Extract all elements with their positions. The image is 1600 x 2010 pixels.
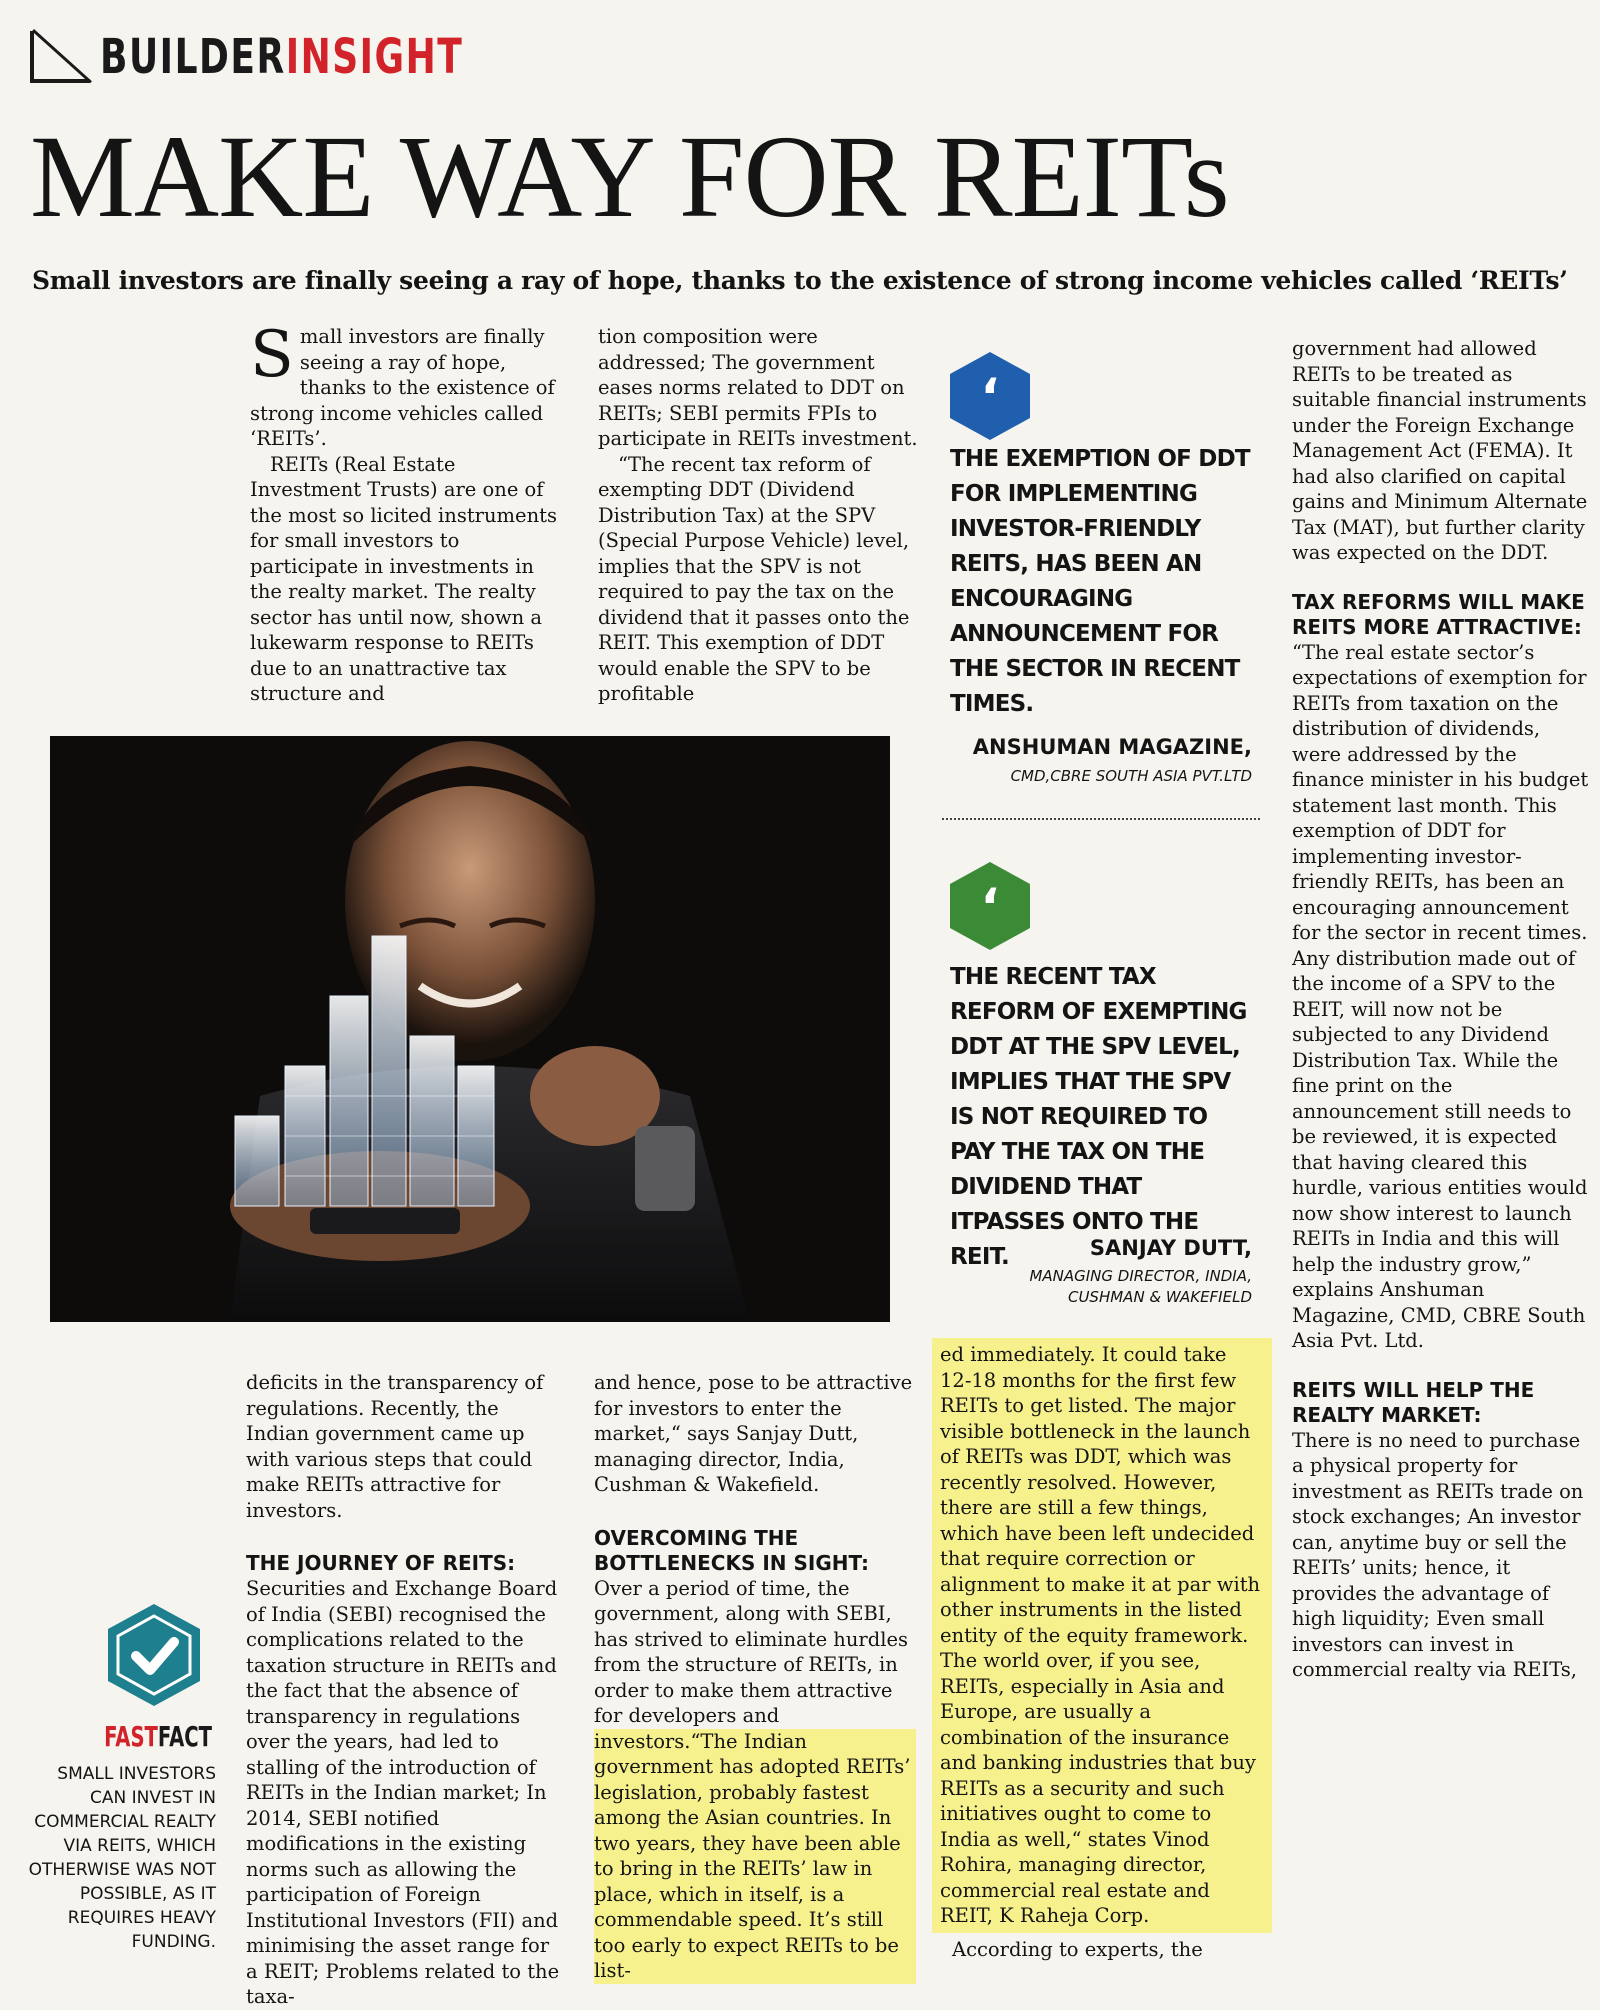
section-header <box>30 22 584 92</box>
body-paragraph: “The recent tax reform of exempting DDT (Dividend Distribution Tax) at the SPV (Special Purpose Vehicle) level, implies that the SPV is not required to pay the tax on the dividend that it passes onto the REIT. This exemption of DDT would enable the SPV to be profitable <box>598 452 910 705</box>
body-paragraph: tion composition were addressed; The government eases norms related to DDT on REITs; SEBI permits FPIs to participate in REITs investment. <box>598 325 918 450</box>
section-brand <box>100 29 464 85</box>
fastfact-label-fast: FAST <box>104 1720 158 1753</box>
body-paragraph: Over a period of time, the government, along with SEBI, has strived to eliminate hurdles from the structure of REITs, in order to make them attractive for developers and <box>594 1576 909 1727</box>
body-paragraph: deficits in the transparency of regulations. Recently, the Indian government came up with various steps that could make REITs attractive for investors. <box>246 1371 544 1522</box>
subhead-tax-reforms: TAX REFORMS WILL MAKE REITS MORE ATTRACTIVE: <box>1292 589 1585 639</box>
quote-hexagon-icon <box>950 352 1030 440</box>
body-paragraph: government had allowed REITs to be treated as suitable financial instruments under the Foreign Exchange Management Act (FEMA). It had also clarified on capital gains and Minimum Alternate Tax (MAT), but further clarity was expected on the DDT. <box>1292 337 1588 564</box>
quote-hexagon-icon <box>950 862 1030 950</box>
quote2-author: SANJAY DUTT, <box>1089 1236 1252 1260</box>
highlighted-paragraph: investors.“The Indian government has adopted REITs’ legislation, probably fastest among the Asian countries. In two years, they have been able to bring in the REITs’ law in place, which in itself, is a commendable speed. It’s still too early to expect REITs to be list- <box>594 1729 916 1984</box>
body-paragraph: According to experts, the <box>952 1937 1203 1961</box>
body-paragraph: “The real estate sector’s expectations of exemption for REITs from taxation on the distribution of dividends, were addressed by the finance minister in his budget statement last month. This exemption of DDT for implementing investor-friendly REITs, has been an encouraging announcement for the sector in recent times. Any distribution made out of the income of a SPV to the REIT, will now not be subjected to any Dividend Distribution Tax. While the fine print on the announcement still needs to be reviewed, it is expected that having cleared this hurdle, various entities would now show interest to launch REITs in India and this will help the industry grow,” explains Anshuman Magazine, CMD, CBRE South Asia Pvt. Ltd. <box>1292 640 1589 1352</box>
fastfact-label <box>92 1720 212 1753</box>
feature-photo <box>50 736 890 1322</box>
lead-paragraph: Small investors are finally seeing a ray of hope, thanks to the existence of strong income vehicles called ‘REITs’. <box>250 318 555 450</box>
quote2-role-line2: CUSHMAN & WAKEFIELD <box>1067 1288 1252 1306</box>
body-paragraph: There is no need to purchase a physical property for investment as REITs trade on stock exchanges; An investor can, anytime buy or sell the REITs’ units; hence, it provides the advantage of high liquidity; Even small investors can invest in commercial realty via REITs, <box>1292 1428 1584 1681</box>
col3-bottom <box>932 1338 1272 1962</box>
fastfact-text: SMALL INVESTORS CAN INVEST IN COMMERCIAL REALTY VIA REITS, WHICH OTHERWISE WAS NOT POSSIBLE, AS IT REQUIRES HEAVY FUNDING. <box>28 1764 216 1952</box>
subhead-journey: THE JOURNEY OF REITS: <box>246 1551 516 1575</box>
col1-top <box>250 318 560 707</box>
quote2-role-line1: MANAGING DIRECTOR, INDIA, <box>1029 1267 1252 1285</box>
svg-text:‘: ‘ <box>980 368 1000 426</box>
body-paragraph: Securities and Exchange Board of India (SEBI) recognised the complications related to the taxation structure in REITs and the fact that the absence of transparency in regulations over the years, had led to stalling of the introduction of REITs in the Indian market; In 2014, SEBI notified modifications in the existing norms such as allowing the participation of Foreign Institutional Investors (FII) and minimising the asset range for a REIT; Problems related to the taxa- <box>246 1577 560 2008</box>
headline: MAKE WAY FOR REITs <box>30 111 1229 242</box>
col1-bottom <box>246 1370 564 2010</box>
body-paragraph: REITs (Real Estate Investment Trusts) are one of the most so licited instruments for small investors to participate in investments in the realty market. The realty sector has until now, shown a lukewarm response to REITs due to an unattractive tax structure and <box>250 452 557 705</box>
subhead-bottlenecks: OVERCOMING THE BOTTLENECKS IN SIGHT: <box>594 1525 870 1575</box>
col2-bottom <box>594 1370 916 1984</box>
col4 <box>1292 336 1590 1683</box>
hologram-buildings-icon <box>50 736 890 1322</box>
checkmark-hexagon-icon <box>108 1604 200 1706</box>
deck: Small investors are finally seeing a ray of hope, thanks to the existence of strong income vehicles called ‘REITs’ <box>32 266 1568 295</box>
svg-text:‘: ‘ <box>980 878 1000 936</box>
pull-quote-1: THE EXEMPTION OF DDT FOR IMPLEMENTING INVESTOR-FRIENDLY REITS, HAS BEEN AN ENCOURAGING ANNOUNCEMENT FOR THE SECTOR IN RECENT TIMES. <box>950 446 1250 717</box>
pull-quote-2: THE RECENT TAX REFORM OF EXEMPTING DDT AT THE SPV LEVEL, IMPLIES THAT THE SPV IS NOT REQUIRED TO PAY THE TAX ON THE DIVIDEND THAT ITPASSES ONTO THE REIT. <box>950 964 1247 1270</box>
subhead-realty-market: REITS WILL HELP THE REALTY MARKET: <box>1292 1377 1535 1427</box>
body-paragraph: and hence, pose to be attractive for investors to enter the market,“ says Sanjay Dutt, managing director, India, Cushman & Wakefield. <box>594 1371 913 1496</box>
quote1-author: ANSHUMAN MAGAZINE, <box>972 735 1252 759</box>
section-slash-icon <box>30 31 90 83</box>
divider <box>942 818 1260 820</box>
highlighted-paragraph: ed immediately. It could take 12-18 months for the first few REITs to get listed. The major visible bottleneck in the launch of REITs was DDT, which was recently resolved. However, there are still a few things, which have been left undecided that require correction or alignment to make it at par with other instruments in the listed entity of the equity framework. The world over, if you see, REITs, especially in Asia and Europe, are usually a combination of the insurance and banking industries that buy REITs as a security and such initiatives ought to come to India as well,“ states Vinod Rohira, managing director, commercial real estate and REIT, K Raheja Corp. <box>932 1338 1272 1933</box>
brand-insight: INSIGHT <box>285 29 464 85</box>
brand-builder: BUILDER <box>100 29 286 85</box>
fastfact-label-fact: FACT <box>157 1720 212 1753</box>
drop-cap: S <box>250 318 294 392</box>
quote1-role: CMD,CBRE SOUTH ASIA PVT.LTD <box>1010 767 1252 785</box>
col2-top <box>598 324 920 707</box>
